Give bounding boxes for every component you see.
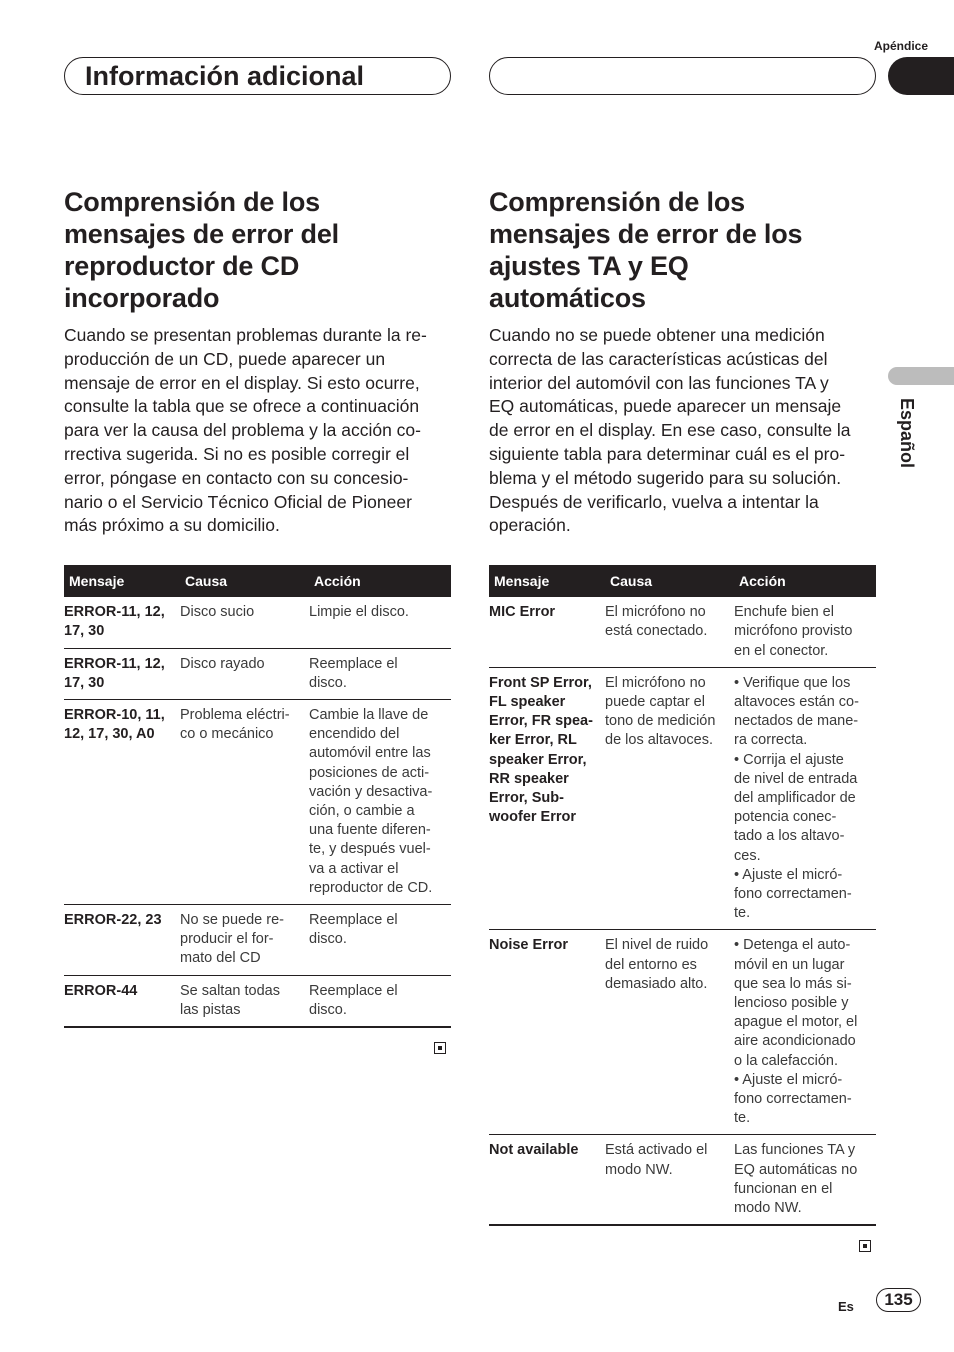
message-cell: ERROR-22, 23 <box>64 905 180 976</box>
action-cell: Cambie la llave de encendido del automóvil entre las posiciones de acti- vación y desactiva- ción, o cambie a una fuente diferen- te, y después vuel- va a activar el reproductor de CD. <box>309 699 451 904</box>
action-cell: • Verifique que los altavoces están co- nectados de mane- ra correcta. • Corrija el ajuste de nivel de entrada del amplificador de potencia conec- tado a los altavo- ces. • Ajuste el micró- fono correctamen- te. <box>734 667 876 930</box>
column-header: Mensaje <box>64 565 180 597</box>
header-blank-pill <box>489 57 876 95</box>
right-intro: Cuando no se puede obtener una medición correcta de las características acústicas del interior del automóvil con las funciones TA y EQ automáticas, puede aparecer un mensaje de error en el display. En ese caso, consulte la siguiente tabla para determinar cuál es el pro- blema y el método sugerido para su solución. Después de verificarlo, vuelva a intentar la operación. <box>489 325 851 536</box>
action-cell: Reemplace el disco. <box>309 648 451 699</box>
table-row <box>64 905 451 976</box>
cause-cell: El nivel de ruido del entorno es demasiado alto. <box>605 930 734 1135</box>
language-tab: Español <box>897 398 917 469</box>
language-code: Es <box>838 1299 854 1314</box>
message-cell: ERROR-11, 12, 17, 30 <box>64 648 180 699</box>
cd-error-table <box>64 565 451 1028</box>
message-cell: MIC Error <box>489 597 605 667</box>
cause-cell: No se puede re- producir el for- mato del CD <box>180 905 309 976</box>
cause-cell: Disco sucio <box>180 597 309 648</box>
ta-eq-error-table <box>489 565 876 1226</box>
action-cell: Reemplace el disco. <box>309 975 451 1027</box>
table-row <box>489 667 876 930</box>
right-heading: Comprensión de los mensajes de error de los ajustes TA y EQ automáticos <box>489 187 803 313</box>
table-row <box>489 1135 876 1225</box>
page-number: 135 <box>876 1288 921 1312</box>
language-tab-marker <box>888 367 954 385</box>
cause-cell: Problema eléctri- co o mecánico <box>180 699 309 904</box>
column-header: Acción <box>309 565 451 597</box>
cause-cell: El micrófono no está conectado. <box>605 597 734 667</box>
table-row <box>489 930 876 1135</box>
message-cell: Front SP Error, FL speaker Error, FR spea- ker Error, RL speaker Error, RR speaker Error, Sub- woofer Error <box>489 667 605 930</box>
column-header: Causa <box>605 565 734 597</box>
message-cell: ERROR-10, 11, 12, 17, 30, A0 <box>64 699 180 904</box>
appendix-label: Apéndice <box>873 39 928 53</box>
action-cell: Reemplace el disco. <box>309 905 451 976</box>
message-cell: Noise Error <box>489 930 605 1135</box>
end-mark-icon <box>859 1240 871 1252</box>
message-cell: ERROR-44 <box>64 975 180 1027</box>
cause-cell: Está activado el modo NW. <box>605 1135 734 1225</box>
message-cell: Not available <box>489 1135 605 1225</box>
end-mark-icon <box>434 1042 446 1054</box>
table-header-row <box>64 565 451 597</box>
cause-cell: Se saltan todas las pistas <box>180 975 309 1027</box>
message-cell: ERROR-11, 12, 17, 30 <box>64 597 180 648</box>
table-row <box>489 597 876 667</box>
action-cell: Limpie el disco. <box>309 597 451 648</box>
right-column <box>489 186 876 1252</box>
column-header: Causa <box>180 565 309 597</box>
chapter-tab <box>888 57 954 95</box>
left-intro: Cuando se presentan problemas durante la re- producción de un CD, puede aparecer un mensaje de error en el display. Si esto ocurre, consulte la tabla que se ofrece a continuación para ver la causa del problema y la acción co- rrectiva sugerida. Si no es posible corregir el error, póngase en contacto con su concesio- nario o el Servicio Técnico Oficial de Pioneer más próximo a su domicilio. <box>64 325 427 536</box>
action-cell: Las funciones TA y EQ automáticas no funcionan en el modo NW. <box>734 1135 876 1225</box>
left-column <box>64 186 451 1054</box>
column-header: Acción <box>734 565 876 597</box>
cause-cell: El micrófono no puede captar el tono de medición de los altavoces. <box>605 667 734 930</box>
action-cell: Enchufe bien el micrófono provisto en el conector. <box>734 597 876 667</box>
column-header: Mensaje <box>489 565 605 597</box>
table-row <box>64 648 451 699</box>
table-header-row <box>489 565 876 597</box>
action-cell: • Detenga el auto- móvil en un lugar que sea lo más si- lencioso posible y apague el motor, el aire acondicionado o la calefacción. • Ajuste el micró- fono correctamen- te. <box>734 930 876 1135</box>
table-row <box>64 597 451 648</box>
cause-cell: Disco rayado <box>180 648 309 699</box>
section-title: Información adicional <box>64 57 451 95</box>
table-row <box>64 699 451 904</box>
left-heading: Comprensión de los mensajes de error del reproductor de CD incorporado <box>64 187 339 313</box>
table-row <box>64 975 451 1027</box>
